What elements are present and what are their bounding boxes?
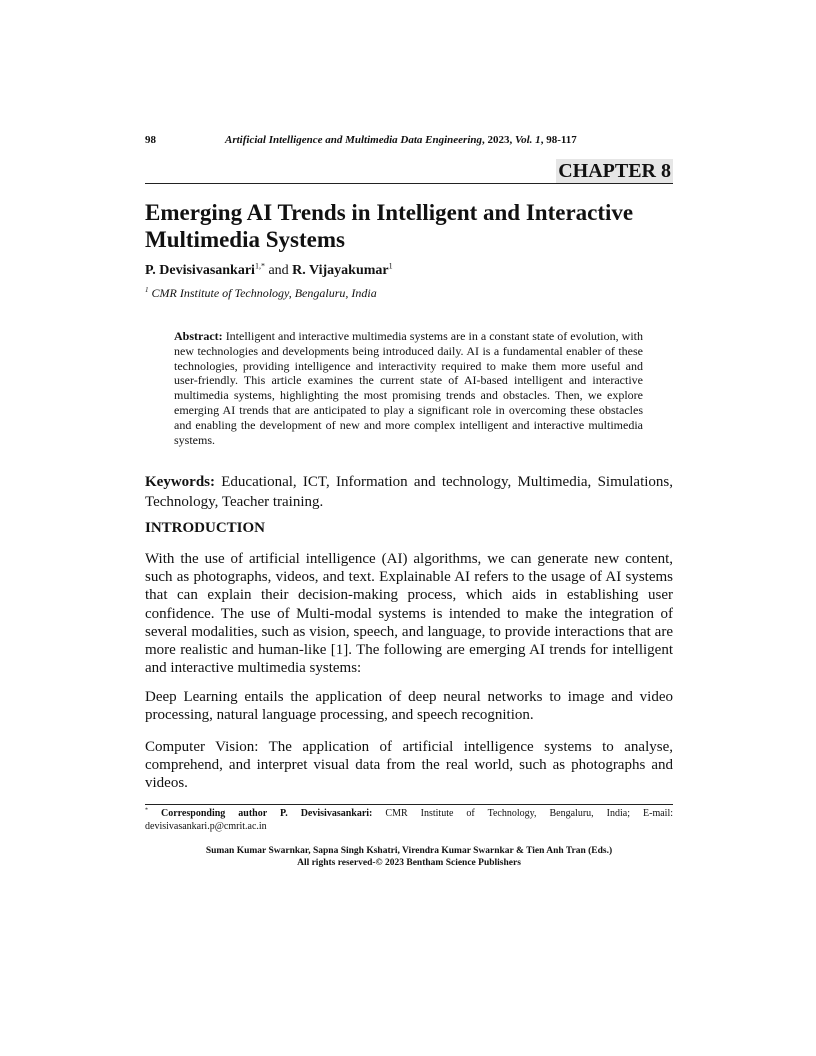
header-divider xyxy=(145,183,673,184)
publisher-info xyxy=(145,845,673,869)
keywords xyxy=(145,472,673,512)
author-name: P. Devisivasankari xyxy=(145,263,255,278)
abstract-text: Intelligent and interactive multimedia systems are in a constant state of evolution, with new technologies and developments being introduced daily. AI is a fundamental enabler of these technologies, providing intelligence and interactivity required to make them more useful and user-friendly. This article examines the current state of AI-based intelligent and interactive multimedia systems, highlighting the most promising trends and obstacles. Then, we explore emerging AI trends that are anticipated to play a significant role in overcoming these obstacles and enabling the development of new and more complex intelligent and interactive multimedia systems. xyxy=(174,329,643,447)
paper-title: Emerging AI Trends in Intelligent and Interactive Multimedia Systems xyxy=(145,200,634,252)
footnote-label: Corresponding author P. Devisivasankari: xyxy=(148,808,373,819)
section-heading-introduction: INTRODUCTION xyxy=(145,520,266,536)
footnote-marker: * xyxy=(145,807,148,814)
body-paragraph: Deep Learning entails the application of deep neural networks to image and video processing, natural language processing, and speech recognition. xyxy=(145,689,673,724)
affiliation xyxy=(145,286,377,301)
journal-year: , 2023, xyxy=(482,134,515,146)
journal-title: Artificial Intelligence and Multimedia Data Engineering xyxy=(225,134,482,146)
affiliation-marker: 1 xyxy=(145,286,149,294)
journal-volume: Vol. 1 xyxy=(515,134,541,146)
journal-citation xyxy=(225,134,577,146)
author-conjunction: and xyxy=(264,263,293,278)
footnote-divider xyxy=(145,804,673,805)
abstract xyxy=(174,329,643,447)
author-superscript: 1 xyxy=(388,261,393,271)
affiliation-text: CMR Institute of Technology, Bengaluru, India xyxy=(148,286,377,300)
author-line xyxy=(145,263,393,279)
abstract-label: Abstract: xyxy=(174,329,223,343)
footnote-text: CMR Institute of Technology, Bengaluru, India; E-mail: devisivasankari.p@cmrit.ac.in xyxy=(145,808,674,832)
editors-line: Suman Kumar Swarnkar, Sapna Singh Kshatri, Virendra Kumar Swarnkar & Tien Anh Tran (Eds.) xyxy=(205,846,613,856)
footnote xyxy=(145,808,673,833)
copyright-line: All rights reserved-© 2023 Bentham Science Publishers xyxy=(297,858,521,868)
keywords-text: Educational, ICT, Information and technology, Multimedia, Simulations, Technology, Teacher training. xyxy=(145,474,673,510)
author-name: R. Vijayakumar xyxy=(292,263,389,278)
body-paragraph: With the use of artificial intelligence (AI) algorithms, we can generate new content, such as photographs, videos, and text. Explainable AI refers to the usage of AI systems that can explain their decision-making process, which aids in establishing user confidence. The use of Multi-modal systems is intended to make the integration of several modalities, such as vision, speech, and language, to provide interactions that are more realistic and human-like [1]. The following are emerging AI trends for intelligent and interactive multimedia systems: xyxy=(145,551,673,677)
body-paragraph: Computer Vision: The application of artificial intelligence systems to analyse, comprehend, and interpret visual data from the real world, such as photographs and videos. xyxy=(145,739,673,792)
author-superscript: 1,* xyxy=(254,261,265,271)
keywords-label: Keywords: xyxy=(145,474,215,490)
journal-pages: , 98-117 xyxy=(540,134,577,146)
chapter-label: CHAPTER 8 xyxy=(558,160,671,182)
page-number: 98 xyxy=(145,134,156,146)
